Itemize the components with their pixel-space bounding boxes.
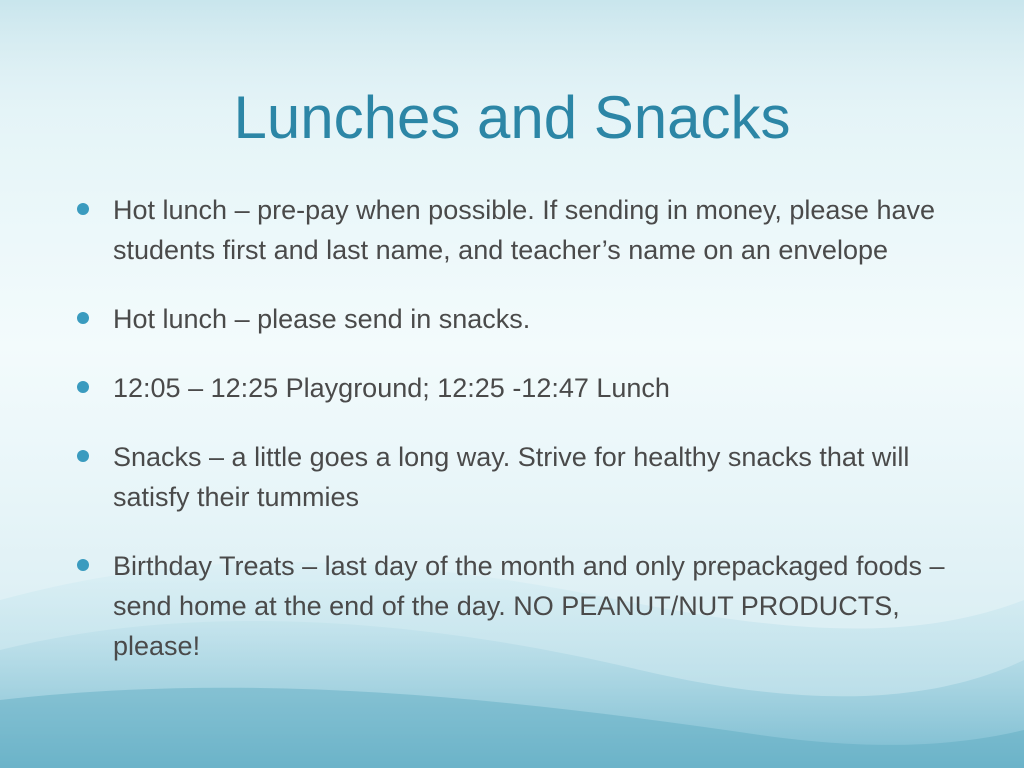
- list-item: [76, 368, 956, 408]
- list-item: [76, 546, 956, 666]
- list-item: [76, 437, 956, 517]
- bullet-dot-icon: [77, 203, 89, 215]
- list-item: [76, 299, 956, 339]
- bullet-dot-icon: [77, 381, 89, 393]
- bullet-dot-icon: [77, 559, 89, 571]
- bullet-dot-icon: [77, 450, 89, 462]
- bullet-dot-icon: [77, 312, 89, 324]
- list-item: [76, 190, 956, 270]
- bullet-text: Birthday Treats – last day of the month and only prepackaged foods – send home at the end of the day. NO PEANUT/NUT PRODUCTS, please!: [113, 551, 945, 661]
- bullet-list: [76, 190, 956, 695]
- bullet-text: 12:05 – 12:25 Playground; 12:25 -12:47 Lunch: [113, 373, 670, 403]
- bullet-text: Hot lunch – please send in snacks.: [113, 304, 531, 334]
- slide-title: Lunches and Snacks: [233, 84, 791, 151]
- bullet-text: Hot lunch – pre-pay when possible. If sending in money, please have students first and last name, and teacher’s name on an envelope: [113, 195, 935, 265]
- bullet-text: Snacks – a little goes a long way. Strive for healthy snacks that will satisfy their tummies: [113, 442, 910, 512]
